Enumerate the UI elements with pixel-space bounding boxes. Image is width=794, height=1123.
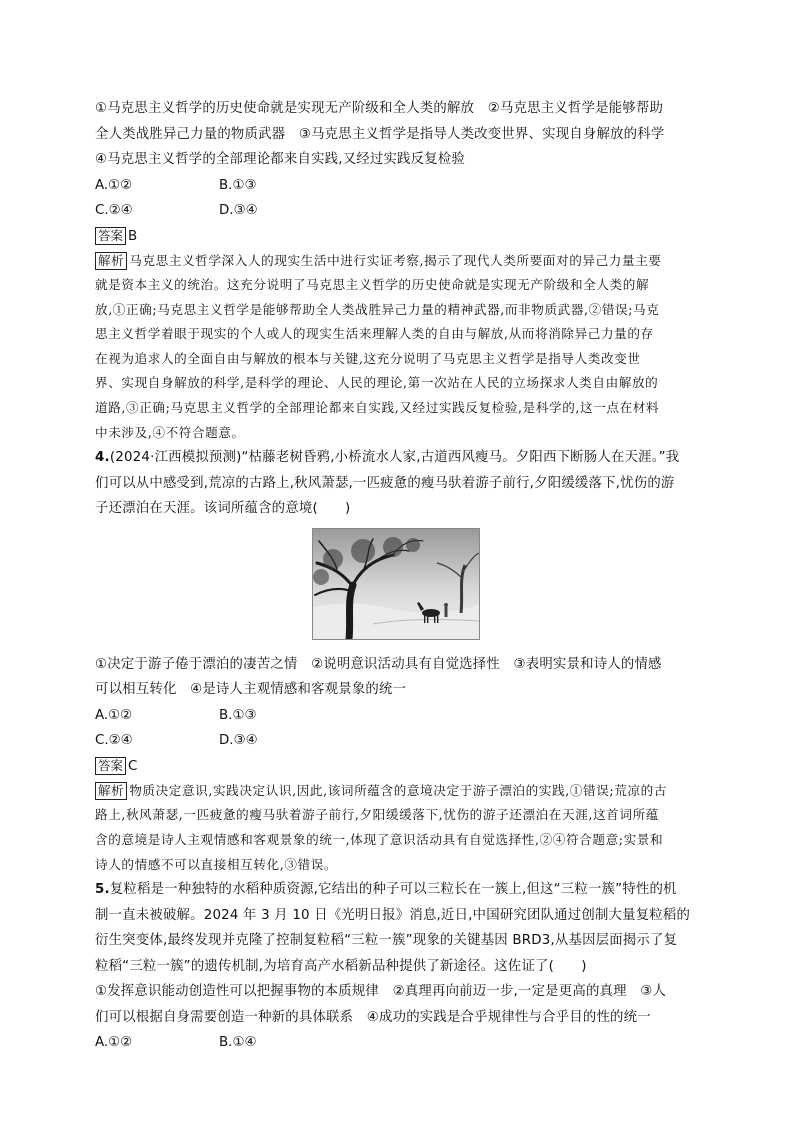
q3-expl-line: 马克思主义哲学深入人的现实生活中进行实证考察,揭示了现代人类所要面对的异己力量主要	[129, 252, 662, 268]
q4-statement	[95, 652, 700, 703]
q5-statement	[95, 979, 700, 1030]
q4-number: 4.	[95, 450, 110, 466]
answer-tag: 答案	[95, 757, 126, 775]
q5-number: 5.	[95, 882, 110, 898]
q4-option-c: C.②④	[95, 733, 133, 749]
q5-stem-line: 粒稻“三粒一簇”的遗传机制,为培育高产水稻新品种提供了新途径。这佐证了( )	[95, 958, 587, 974]
answer-tag: 答案	[95, 227, 126, 245]
explanation-tag: 解析	[95, 252, 127, 270]
q4-expl-line: 含的意境是诗人主观情感和客观景象的统一,体现了意识活动具有自觉选择性,②④符合题意;实景和	[95, 831, 664, 847]
q5-options-row	[95, 1030, 700, 1056]
q4-stem-line: 们可以从中感受到,荒凉的古路上,秋风萧瑟,一匹疲惫的瘦马驮着游子前行,夕阳缓缓落下,忧伤的游	[95, 475, 675, 491]
q3-explanation	[95, 249, 700, 446]
q3-expl-line: 道路,③正确;马克思主义哲学的全部理论都来自实践,又经过实践反复检验,是科学的,这一点在材料	[95, 400, 660, 416]
q3-expl-line: 放,①正确;马克思主义哲学是能够帮助全人类战胜异己力量的精神武器,而非物质武器,②错误;马克	[95, 301, 660, 317]
q3-option-d: D.③④	[219, 203, 258, 218]
q3-statement-line: 全人类战胜异己力量的物质武器 ③马克思主义哲学是指导人类改变世界、实现自身解放的科学	[95, 126, 665, 142]
q3-option-b: B.①③	[219, 177, 257, 193]
q5-option-a: A.①②	[95, 1035, 133, 1051]
q3-expl-line: 界、实现自身解放的科学,是科学的理论、人民的理论,第一次站在人民的立场探求人类自由解放的	[95, 375, 659, 391]
q3-statement-line: ①马克思主义哲学的历史使命就是实现无产阶级和全人类的解放 ②马克思主义哲学是能够帮助	[95, 101, 664, 116]
landscape-illustration	[312, 528, 480, 640]
q5-stem-line: 衍生突变体,最终发现并克隆了控制复粒稻“三粒一簇”现象的关键基因 BRD3,从基因层面揭示了复	[95, 933, 678, 949]
q4-stem-line: 子还漂泊在天涯。该词所蕴含的意境( )	[95, 501, 351, 517]
q5-statement-line: 们可以根据自身需要创造一种新的具体联系 ④成功的实践是合乎规律性与合乎目的性的统一	[95, 1009, 651, 1025]
wanderer	[444, 603, 448, 617]
q4-stem-line: (2024·江西模拟预测)“枯藤老树昏鸦,小桥流水人家,古道西风瘦马。夕阳西下断肠人在天涯。”我	[109, 450, 680, 466]
q3-options-row	[95, 173, 700, 199]
q3-expl-line: 在视为追求人的全面自由与解放的根本与关键,这充分说明了马克思主义哲学是指导人类改变世	[95, 350, 641, 366]
q4-explanation	[95, 779, 700, 877]
q4-answer-value: C	[128, 758, 138, 774]
q4-stem	[95, 445, 700, 522]
q3-expl-line: 思主义哲学着眼于现实的个人或人的现实生活来理解人类的自由与解放,从而将消除异己力量的存	[95, 326, 654, 342]
q4-expl-line: 诗人的情感不可以直接相互转化,③错误。	[95, 856, 338, 872]
q3-option-a: A.①②	[95, 177, 133, 193]
explanation-tag: 解析	[95, 782, 127, 800]
q5-stem-line: 复粒稻是一种独特的水稻种质资源,它结出的种子可以三粒长在一簇上,但这“三粒一簇”特性的机	[109, 882, 677, 898]
q4-options-row	[95, 703, 700, 729]
q3-expl-line: 中未涉及,④不符合题意。	[95, 424, 245, 440]
document-page	[95, 96, 700, 1056]
q4-statement-line: 可以相互转化 ④是诗人主观情感和客观景象的统一	[95, 682, 407, 698]
q4-options-row	[95, 728, 700, 754]
q3-answer	[95, 224, 700, 249]
q5-stem	[95, 877, 700, 979]
q3-option-c: C.②④	[95, 203, 133, 218]
q4-expl-line: 物质决定意识,实践决定认识,因此,该词所蕴含的意境决定于游子漂泊的实践,①错误;荒凉的古	[129, 782, 668, 798]
q5-option-b: B.①④	[219, 1035, 257, 1051]
q4-statement-line: ①决定于游子倦于漂泊的凄苦之情 ②说明意识活动具有自觉选择性 ③表明实景和诗人的情感	[95, 656, 662, 672]
q3-statement	[95, 96, 700, 173]
q4-expl-line: 路上,秋风萧瑟,一匹疲惫的瘦马驮着游子前行,夕阳缓缓落下,忧伤的游子还漂泊在天涯,这首词所蕴	[95, 807, 659, 823]
q4-answer	[95, 754, 700, 779]
q5-stem-line: 制一直未被破解。2024 年 3 月 10 日《光明日报》消息,近日,中国研究团队通过创制大量复粒稻的	[95, 907, 691, 923]
q4-option-d: D.③④	[219, 733, 258, 749]
q3-answer-value: B	[128, 228, 138, 244]
q4-option-b: B.①③	[219, 707, 257, 723]
q4-option-a: A.①②	[95, 707, 133, 723]
q3-expl-line: 就是资本主义的统治。这充分说明了马克思主义哲学的历史使命就是实现无产阶级和全人类的解	[95, 277, 650, 293]
q3-statement-line: ④马克思主义哲学的全部理论都来自实践,又经过实践反复检验	[95, 152, 466, 167]
q5-statement-line: ①发挥意识能动创造性可以把握事物的本质规律 ②真理再向前迈一步,一定是更高的真理 ③人	[95, 984, 667, 1000]
q3-options-row	[95, 198, 700, 224]
